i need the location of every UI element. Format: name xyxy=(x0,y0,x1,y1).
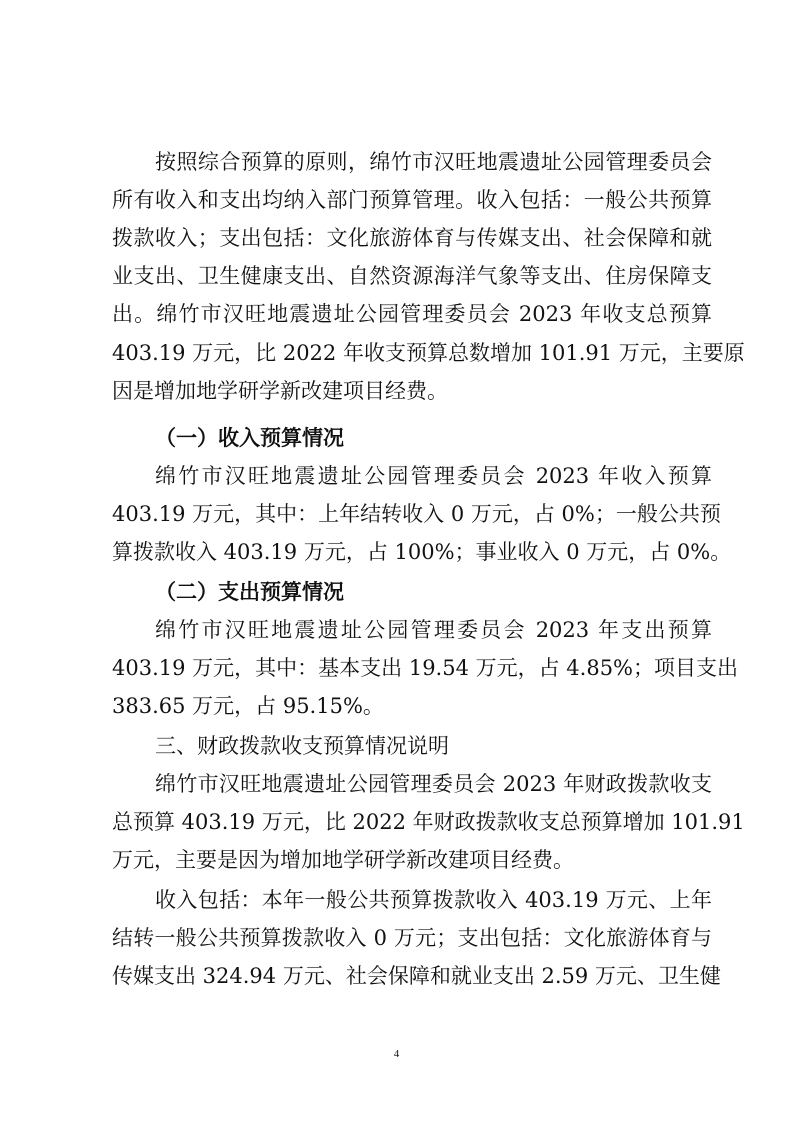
paragraph-line: 所有收入和支出均纳入部门预算管理。收入包括：一般公共预算 xyxy=(112,188,712,212)
paragraph-line: 383.65 万元，占 95.15%。 xyxy=(112,694,384,718)
paragraph-line: 万元，主要是因为增加地学研学新改建项目经费。 xyxy=(112,848,574,872)
page-number: 4 xyxy=(393,1048,400,1060)
section-heading-income: （一）收入预算情况 xyxy=(155,426,344,450)
section-heading-fiscal: 三、财政拨款收支预算情况说明 xyxy=(155,734,449,758)
paragraph-line: 因是增加地学研学新改建项目经费。 xyxy=(112,379,448,403)
paragraph-line: 拨款收入；支出包括：文化旅游体育与传媒支出、社会保障和就 xyxy=(112,226,712,250)
paragraph-line: 403.19 万元，其中：上年结转收入 0 万元，占 0%；一般公共预 xyxy=(112,502,721,526)
section-heading-expense: （二）支出预算情况 xyxy=(155,580,344,604)
paragraph-line: 403.19 万元，比 2022 年收支预算总数增加 101.91 万元，主要原 xyxy=(112,341,745,365)
paragraph-line: 结转一般公共预算拨款收入 0 万元；支出包括：文化旅游体育与 xyxy=(112,926,712,950)
paragraph-line: 收入包括：本年一般公共预算拨款收入 403.19 万元、上年 xyxy=(155,888,712,912)
paragraph-line: 绵竹市汉旺地震遗址公园管理委员会 2023 年收入预算 xyxy=(155,464,712,488)
paragraph-line: 出。绵竹市汉旺地震遗址公园管理委员会 2023 年收支总预算 xyxy=(112,302,712,326)
paragraph-line: 传媒支出 324.94 万元、社会保障和就业支出 2.59 万元、卫生健 xyxy=(112,964,721,988)
paragraph-line: 业支出、卫生健康支出、自然资源海洋气象等支出、住房保障支 xyxy=(112,264,712,288)
paragraph-line: 总预算 403.19 万元，比 2022 年财政拨款收支总预算增加 101.91 xyxy=(112,810,745,834)
paragraph-line: 按照综合预算的原则，绵竹市汉旺地震遗址公园管理委员会 xyxy=(155,150,712,174)
paragraph-line: 403.19 万元，其中：基本支出 19.54 万元，占 4.85%；项目支出 xyxy=(112,656,739,680)
paragraph-line: 绵竹市汉旺地震遗址公园管理委员会 2023 年支出预算 xyxy=(155,618,712,642)
paragraph-line: 算拨款收入 403.19 万元，占 100%；事业收入 0 万元，占 0%。 xyxy=(112,540,732,564)
paragraph-line: 绵竹市汉旺地震遗址公园管理委员会 2023 年财政拨款收支 xyxy=(155,772,712,796)
